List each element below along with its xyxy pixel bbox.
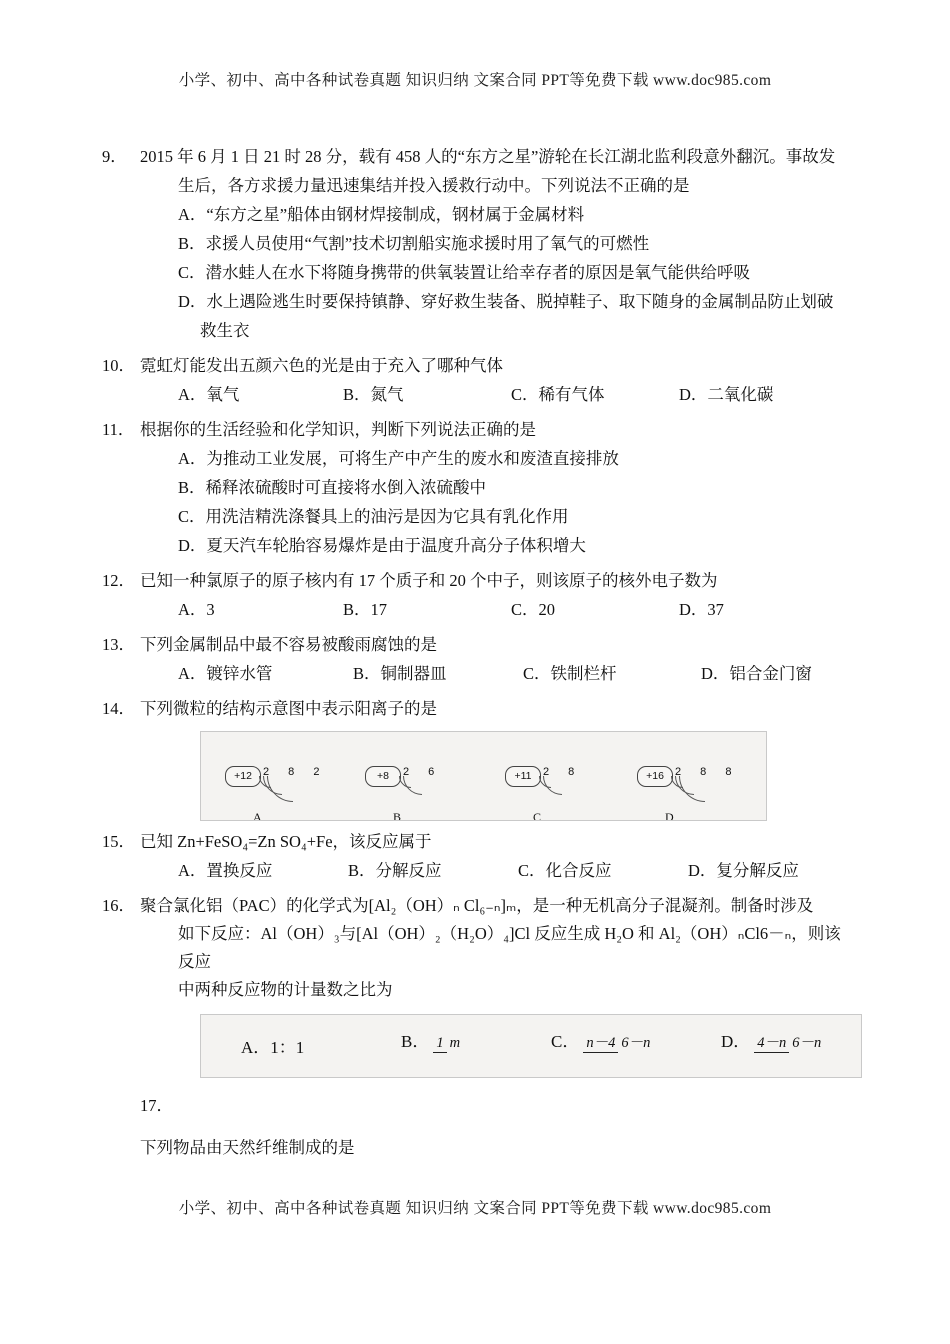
question-12-options bbox=[140, 595, 845, 624]
option-a-value: 1：1 bbox=[270, 1038, 305, 1057]
denominator: 6－n bbox=[621, 1034, 651, 1051]
question-16-stem-line2: 如下反应：Al（OH）₃与[Al（OH）₂（H₂O）₄]Cl 反应生成 H₂O 和 Al₂（OH）ₙCl6－ₙ，则该反应 bbox=[178, 924, 841, 971]
question-15-text: 已知 Zn+FeSO₄=Zn SO₄+Fe，该反应属于 bbox=[140, 832, 432, 851]
option-c[interactable]: C．铁制栏杆 bbox=[523, 664, 617, 683]
option-b[interactable] bbox=[401, 1027, 463, 1052]
question-15 bbox=[102, 827, 845, 885]
option-c[interactable]: C．化合反应 bbox=[518, 861, 612, 880]
question-12 bbox=[102, 566, 845, 624]
atom-c-charge: +11 bbox=[505, 766, 541, 787]
question-11 bbox=[102, 415, 845, 560]
question-11-text: 根据你的生活经验和化学知识，判断下列说法正确的是 bbox=[140, 420, 536, 439]
option-d[interactable] bbox=[721, 1027, 824, 1052]
atom-d-label: D bbox=[665, 810, 674, 821]
question-14-text: 下列微粒的结构示意图中表示阳离子的是 bbox=[140, 699, 437, 718]
atom-a bbox=[219, 746, 349, 821]
question-16-options-image bbox=[200, 1014, 862, 1078]
option-a[interactable]: A．“东方之星”船体由钢材焊接制成，钢材属于金属材料 bbox=[178, 205, 585, 224]
question-10 bbox=[102, 351, 845, 409]
question-9 bbox=[102, 142, 845, 345]
watermark-bottom: 小学、初中、高中各种试卷真题 知识归纳 文案合同 PPT等免费下载 www.doc985.com bbox=[178, 1200, 772, 1217]
question-17 bbox=[140, 1092, 845, 1158]
atom-b-charge: +8 bbox=[365, 766, 401, 787]
atom-d-shells: 2 8 8 bbox=[675, 766, 740, 778]
atom-a-charge: +12 bbox=[225, 766, 261, 787]
question-9-stem: 9． 2015 年 6 月 1 日 21 时 28 分，载有 458 人的“东方之星”游轮在长江湖北监利段意外翻沉。事故发生后，各方求援力量迅速集结并投入援救行动中。下列说法不正确的是 bbox=[102, 147, 836, 195]
option-d-fraction bbox=[754, 1036, 824, 1051]
question-15-stem: 15． 已知 Zn+FeSO₄=Zn SO₄+Fe，该反应属于 bbox=[102, 832, 432, 851]
option-b[interactable]: B．17 bbox=[343, 600, 388, 619]
question-16-stem-line3: 中两种反应物的计量数之比为 bbox=[178, 980, 393, 999]
question-12-text: 已知一种氯原子的原子核内有 17 个质子和 20 个中子，则该原子的核外电子数为 bbox=[140, 571, 718, 590]
option-b-fraction bbox=[433, 1036, 463, 1051]
atom-structure-diagram bbox=[200, 731, 767, 821]
option-a-label: A． bbox=[241, 1038, 271, 1057]
option-a[interactable]: A．镀锌水管 bbox=[178, 664, 273, 683]
option-c[interactable]: C．用洗洁精洗涤餐具上的油污是因为它具有乳化作用 bbox=[178, 507, 569, 526]
question-16 bbox=[102, 891, 845, 1078]
atom-d-charge: +16 bbox=[637, 766, 673, 787]
atom-c bbox=[499, 746, 629, 821]
option-a[interactable]: A．3 bbox=[178, 600, 215, 619]
option-d-label: D． bbox=[721, 1032, 751, 1051]
question-17-number: 17． bbox=[140, 1096, 173, 1115]
question-12-stem: 12． 已知一种氯原子的原子核内有 17 个质子和 20 个中子，则该原子的核外电子数为 bbox=[102, 571, 718, 590]
option-c[interactable] bbox=[551, 1027, 653, 1052]
option-a[interactable] bbox=[241, 1033, 304, 1058]
option-d[interactable]: D．夏天汽车轮胎容易爆炸是由于温度升高分子体积增大 bbox=[178, 536, 586, 555]
question-17-text: 下列物品由天然纤维制成的是 bbox=[140, 1138, 355, 1157]
question-14 bbox=[102, 694, 845, 821]
question-10-stem: 10． 霓虹灯能发出五颜六色的光是由于充入了哪种气体 bbox=[102, 356, 503, 375]
option-a[interactable]: A．置换反应 bbox=[178, 861, 273, 880]
question-13-options bbox=[140, 659, 845, 688]
question-13 bbox=[102, 630, 845, 688]
question-11-stem: 11． 根据你的生活经验和化学知识，判断下列说法正确的是 bbox=[102, 420, 536, 439]
denominator: m bbox=[449, 1034, 461, 1051]
watermark-top: 小学、初中、高中各种试卷真题 知识归纳 文案合同 PPT等免费下载 www.doc985.com bbox=[178, 72, 772, 89]
atom-d bbox=[631, 746, 761, 821]
numerator: 1 bbox=[433, 1035, 446, 1053]
option-b[interactable]: B．氮气 bbox=[343, 385, 404, 404]
atom-a-label: A bbox=[253, 810, 262, 821]
option-c[interactable]: C．潜水蛙人在水下将随身携带的供氧装置让给幸存者的原因是氧气能供给呼吸 bbox=[178, 263, 751, 282]
option-c-fraction bbox=[583, 1036, 653, 1051]
exam-content bbox=[0, 142, 950, 1158]
question-16-stem-line1: 16． 聚合氯化铝（PAC）的化学式为[Al₂（OH）ₙ Cl₆₋ₙ]ₘ，是一种无机高分子混凝剂。制备时涉及 bbox=[102, 896, 814, 915]
option-d[interactable]: D．37 bbox=[679, 600, 724, 619]
question-11-options bbox=[140, 444, 845, 560]
question-9-options bbox=[140, 200, 845, 345]
option-b[interactable]: B．求援人员使用“气割”技术切割船实施求援时用了氧气的可燃性 bbox=[178, 234, 650, 253]
question-16-text-1: 聚合氯化铝（PAC）的化学式为[Al₂（OH）ₙ Cl₆₋ₙ]ₘ，是一种无机高分子混凝剂。制备时涉及 bbox=[140, 896, 814, 915]
question-10-options bbox=[140, 380, 845, 409]
atom-b-shells: 2 6 bbox=[403, 766, 443, 778]
atom-row bbox=[201, 732, 766, 820]
option-c[interactable]: C．稀有气体 bbox=[511, 385, 605, 404]
question-10-text: 霓虹灯能发出五颜六色的光是由于充入了哪种气体 bbox=[140, 356, 503, 375]
atom-c-label: C bbox=[533, 810, 542, 821]
option-b[interactable]: B．分解反应 bbox=[348, 861, 442, 880]
option-c-label: C． bbox=[551, 1032, 580, 1051]
question-13-stem: 13． 下列金属制品中最不容易被酸雨腐蚀的是 bbox=[102, 635, 437, 654]
option-d[interactable]: D．二氧化碳 bbox=[679, 385, 774, 404]
option-d[interactable]: D．铝合金门窗 bbox=[701, 664, 812, 683]
question-9-text: 2015 年 6 月 1 日 21 时 28 分，载有 458 人的“东方之星”游轮在长江湖北监利段意外翻沉。事故发生后，各方求援力量迅速集结并投入援救行动中。下列说法不正确的是 bbox=[140, 147, 836, 195]
question-17-stem bbox=[140, 1092, 845, 1120]
option-c[interactable]: C．20 bbox=[511, 600, 556, 619]
option-d[interactable]: D．水上遇险逃生时要保持镇静、穿好救生装备、脱掉鞋子、取下随身的金属制品防止划破救生衣 bbox=[178, 292, 834, 340]
denominator: 6－n bbox=[792, 1034, 822, 1051]
question-13-text: 下列金属制品中最不容易被酸雨腐蚀的是 bbox=[140, 635, 437, 654]
numerator: n－4 bbox=[583, 1035, 618, 1053]
numerator: 4－n bbox=[754, 1035, 789, 1053]
atom-c-shells: 2 8 bbox=[543, 766, 583, 778]
option-b[interactable]: B．铜制器皿 bbox=[353, 664, 447, 683]
option-b[interactable]: B．稀释浓硫酸时可直接将水倒入浓硫酸中 bbox=[178, 478, 487, 497]
atom-a-shells: 2 8 2 bbox=[263, 766, 328, 778]
option-a[interactable]: A．为推动工业发展，可将生产中产生的废水和废渣直接排放 bbox=[178, 449, 619, 468]
option-d[interactable]: D．复分解反应 bbox=[688, 861, 799, 880]
question-14-stem: 14． 下列微粒的结构示意图中表示阳离子的是 bbox=[102, 699, 437, 718]
option-b-label: B． bbox=[401, 1032, 430, 1051]
atom-b bbox=[359, 746, 489, 821]
question-15-options bbox=[140, 856, 845, 885]
option-a[interactable]: A．氧气 bbox=[178, 385, 240, 404]
atom-b-label: B bbox=[393, 810, 402, 821]
